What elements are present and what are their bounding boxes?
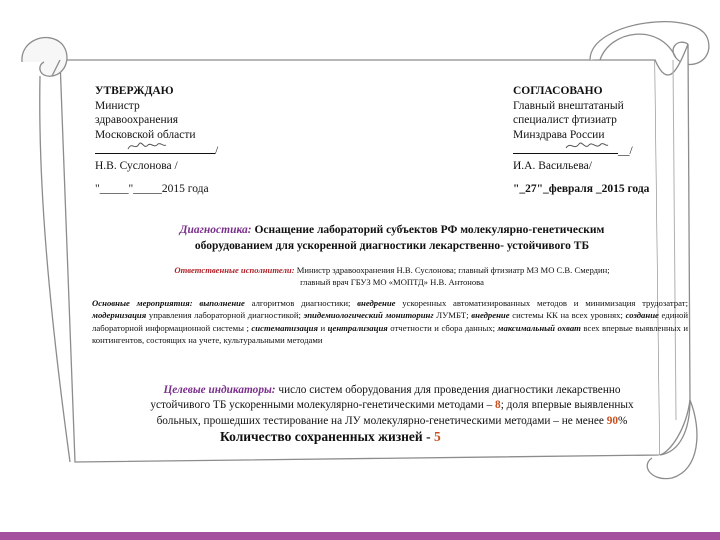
agreement-line: Минздрава России [513,128,605,141]
target-indicators [92,383,692,429]
measure-keyword: эпидемиологический мониторинг [300,310,434,321]
indicators-text: устойчивого ТБ ускоренными молекулярно-генетическими методами – [150,399,496,412]
diagnostics-label: Диагностика: [179,224,252,236]
measure-text: системы КК на всех уровнях; [509,310,623,321]
indicator-percent: 90 [606,414,618,427]
measure-keyword: централизация [325,322,388,333]
measure-keyword: внедрение [350,298,396,308]
diagnostics-text-line2: оборудованием для ускоренной диагностики лекарственно- устойчивого ТБ [194,239,590,252]
measures-label: Основные мероприятия: [92,298,193,308]
agreement-signature-line [513,142,649,159]
agreement-name: И.А. Васильева/ [513,159,592,172]
measure-text: алгоритмов диагностики; [244,298,351,308]
measure-text: единой лабораторной информационной системы ; [92,310,689,333]
approval-line: здравоохранения [95,114,179,127]
responsible-executors [92,264,692,289]
indicators-text: число систем оборудования для проведения диагностики лекарственно [275,384,621,396]
measure-text: и [317,322,326,333]
measure-text: ускоренных автоматизированных методов и минимизация трудозатрат; [395,298,688,308]
measure-keyword: систематизация [248,322,318,333]
measure-keyword: модернизация [92,310,147,321]
measure-keyword: максимальный охват [495,322,581,333]
indicators-label: Целевые индикаторы: [163,384,276,396]
scroll-curl-top-left [22,38,67,77]
measure-text: отчетности и сбора данных; [387,322,496,333]
executors-text-line2: главный врач ГБУЗ МО «МОПТД» Н.В. Антонова [300,277,484,288]
approval-block [95,84,218,196]
agreement-line: специалист фтизиатр [513,114,617,127]
approval-signature-line [95,142,218,159]
agreement-sig-slash: __/ [618,145,633,158]
agreement-line: Главный внештатаный [513,99,624,112]
agreement-block [513,84,649,196]
measure-text: всех впервые выявленных и контингентов, состоящих на учете, культуральными методами [92,322,688,346]
approval-sig-slash: / [215,145,219,158]
agreement-date: "_27"_февраля _2015 года [513,182,650,195]
indicators-text: % [618,414,628,427]
agreement-signature [565,139,609,153]
agreement-heading: СОГЛАСОВАНО [513,85,603,97]
diagnostics-text: Оснащение лабораторий субъектов РФ молекулярно-генетическим [251,224,605,236]
measure-keyword: создание [622,310,659,321]
approval-date: "_____"_____2015 года [95,182,209,195]
executors-label: Ответственные исполнители: [174,265,295,275]
measure-keyword: внедрение [468,310,510,321]
approval-signature [127,139,167,153]
main-measures [92,297,688,346]
approval-heading: УТВЕРЖДАЮ [95,85,174,97]
indicators-text: больных, прошедших тестирование на ЛУ молекулярно-генетическими методами – не менее [156,414,607,427]
measure-text: ЛУМБТ; [433,310,469,321]
executors-text: Министр здравоохранения Н.В. Суслонова; главный фтизиатр МЗ МО С.В. Смердин; [294,265,610,275]
indicator-systems-count: 8 [495,399,501,412]
indicators-text: ; доля впервые выявленных [500,399,634,412]
approval-name: Н.В. Суслонова / [95,159,178,172]
approval-line: Московской области [95,128,196,141]
bottom-accent-bar [0,532,720,540]
approval-line: Министр [95,99,140,112]
saved-lives [220,429,441,445]
measure-text: управления лабораторной диагностикой; [146,310,301,321]
saved-lives-count: 5 [433,429,441,444]
diagnostics-direction [92,223,692,254]
saved-lives-text: Количество сохраненных жизней - [220,429,434,444]
measure-keyword: выполнение [192,298,245,308]
scroll-curl-top-right [590,22,709,65]
